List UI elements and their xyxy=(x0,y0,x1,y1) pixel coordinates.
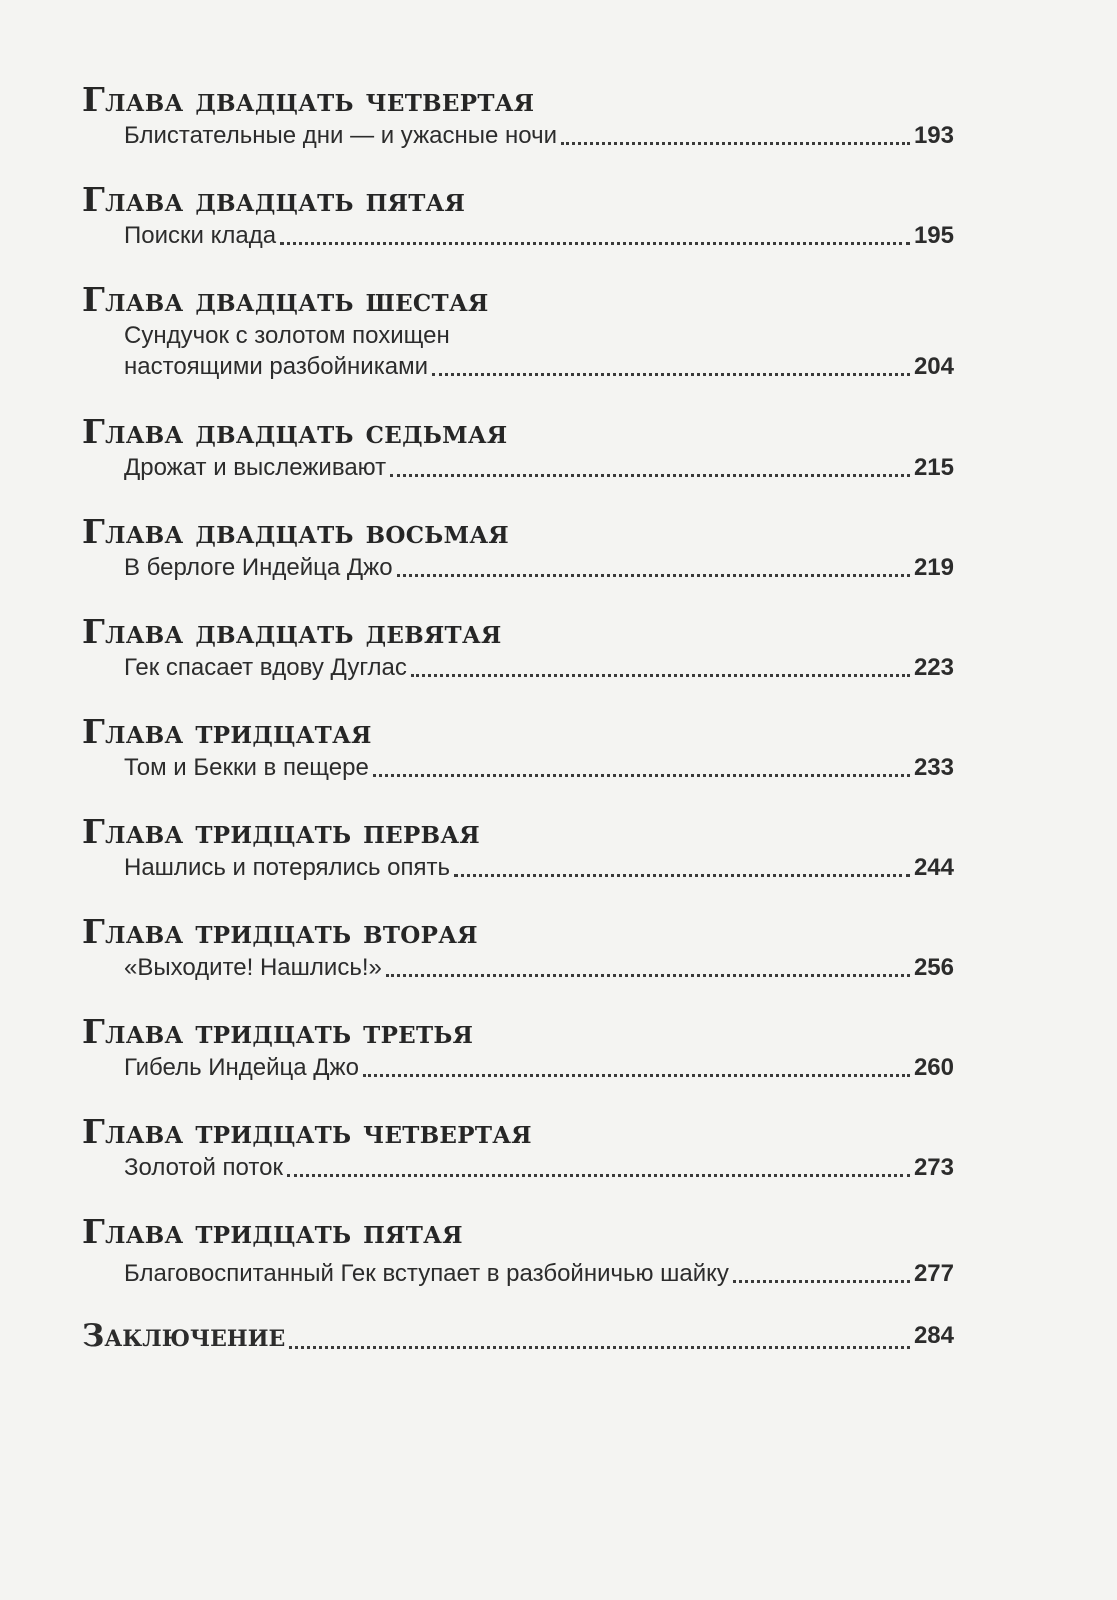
dot-leader xyxy=(454,874,910,877)
toc-entry[interactable] xyxy=(124,1152,954,1184)
page-number: 223 xyxy=(913,654,954,681)
chapter-heading: Глава двадцать седьмая xyxy=(82,412,508,451)
toc-chapter-33 xyxy=(82,1010,954,1110)
table-of-contents xyxy=(82,78,954,1386)
chapter-heading: Глава двадцать восьмая xyxy=(82,512,509,551)
toc-chapter-25 xyxy=(82,178,954,278)
entry-title: Поиски клада xyxy=(124,222,277,249)
page-number: 219 xyxy=(913,554,954,581)
toc-entry[interactable] xyxy=(124,1258,954,1290)
chapter-heading: Глава двадцать четвертая xyxy=(82,80,535,119)
dot-leader xyxy=(432,373,910,376)
dot-leader xyxy=(373,774,910,777)
entry-title: Золотой поток xyxy=(124,1154,283,1181)
page-number: 260 xyxy=(913,1054,954,1081)
entry-title: Том и Бекки в пещере xyxy=(124,754,369,781)
dot-leader xyxy=(733,1280,910,1283)
toc-entry[interactable] xyxy=(124,652,954,684)
chapter-heading: Глава двадцать пятая xyxy=(82,180,466,219)
page-number: 273 xyxy=(913,1154,954,1181)
toc-chapter-30 xyxy=(82,710,954,810)
toc-chapter-35 xyxy=(82,1210,954,1316)
chapter-heading: Глава тридцать первая xyxy=(82,812,480,851)
toc-entry[interactable] xyxy=(124,1052,954,1084)
entry-title: Дрожат и выслеживают xyxy=(124,454,387,481)
toc-entry[interactable] xyxy=(124,120,954,152)
page-number: 204 xyxy=(913,353,954,380)
entry-title: Гибель Индейца Джо xyxy=(124,1054,359,1081)
chapter-heading: Глава тридцать третья xyxy=(82,1012,474,1051)
entry-title: Нашлись и потерялись опять xyxy=(124,854,450,881)
toc-entry[interactable] xyxy=(124,220,954,252)
toc-chapter-28 xyxy=(82,510,954,610)
toc-entry[interactable] xyxy=(124,351,954,383)
toc-chapter-34 xyxy=(82,1110,954,1210)
toc-chapter-26 xyxy=(82,278,954,410)
toc-entry[interactable] xyxy=(124,852,954,884)
page-number: 277 xyxy=(913,1260,954,1287)
page-number: 195 xyxy=(913,222,954,249)
entry-title: «Выходите! Нашлись!» xyxy=(124,954,382,981)
page-number: 233 xyxy=(913,754,954,781)
entry-title-line-1: Сундучок с золотом похищен xyxy=(124,322,450,349)
toc-entry[interactable] xyxy=(124,952,954,984)
dot-leader xyxy=(411,674,910,677)
conclusion-heading: Заключение xyxy=(82,1318,286,1354)
dot-leader xyxy=(390,474,910,477)
chapter-heading: Глава тридцать вторая xyxy=(82,912,478,951)
page-number: 244 xyxy=(913,854,954,881)
toc-chapter-32 xyxy=(82,910,954,1010)
page-number: 256 xyxy=(913,954,954,981)
dot-leader xyxy=(397,574,910,577)
dot-leader xyxy=(287,1174,910,1177)
page-number: 215 xyxy=(913,454,954,481)
dot-leader xyxy=(289,1346,910,1349)
dot-leader xyxy=(280,242,910,245)
toc-entry[interactable] xyxy=(124,552,954,584)
dot-leader xyxy=(561,142,910,145)
toc-chapter-31 xyxy=(82,810,954,910)
chapter-heading: Глава тридцатая xyxy=(82,712,372,751)
chapter-heading: Глава тридцать пятая xyxy=(82,1212,463,1251)
toc-chapter-24 xyxy=(82,78,954,178)
dot-leader xyxy=(363,1074,910,1077)
toc-entry[interactable] xyxy=(82,1316,954,1356)
entry-title: В берлоге Индейца Джо xyxy=(124,554,393,581)
toc-chapter-29 xyxy=(82,610,954,710)
chapter-heading: Глава тридцать четвертая xyxy=(82,1112,532,1151)
page-number: 193 xyxy=(913,122,954,149)
toc-chapter-27 xyxy=(82,410,954,510)
entry-title: Блистательные дни — и ужасные ночи xyxy=(124,122,557,149)
page-number: 284 xyxy=(913,1322,954,1349)
entry-title: настоящими разбойниками xyxy=(124,353,428,380)
chapter-heading: Глава двадцать шестая xyxy=(82,280,489,319)
entry-title: Гек спасает вдову Дуглас xyxy=(124,654,407,681)
entry-title: Благовоспитанный Гек вступает в разбойничью шайку xyxy=(124,1260,729,1287)
chapter-heading: Глава двадцать девятая xyxy=(82,612,502,651)
toc-entry[interactable] xyxy=(124,452,954,484)
toc-conclusion xyxy=(82,1316,954,1386)
toc-entry[interactable] xyxy=(124,752,954,784)
dot-leader xyxy=(386,974,910,977)
